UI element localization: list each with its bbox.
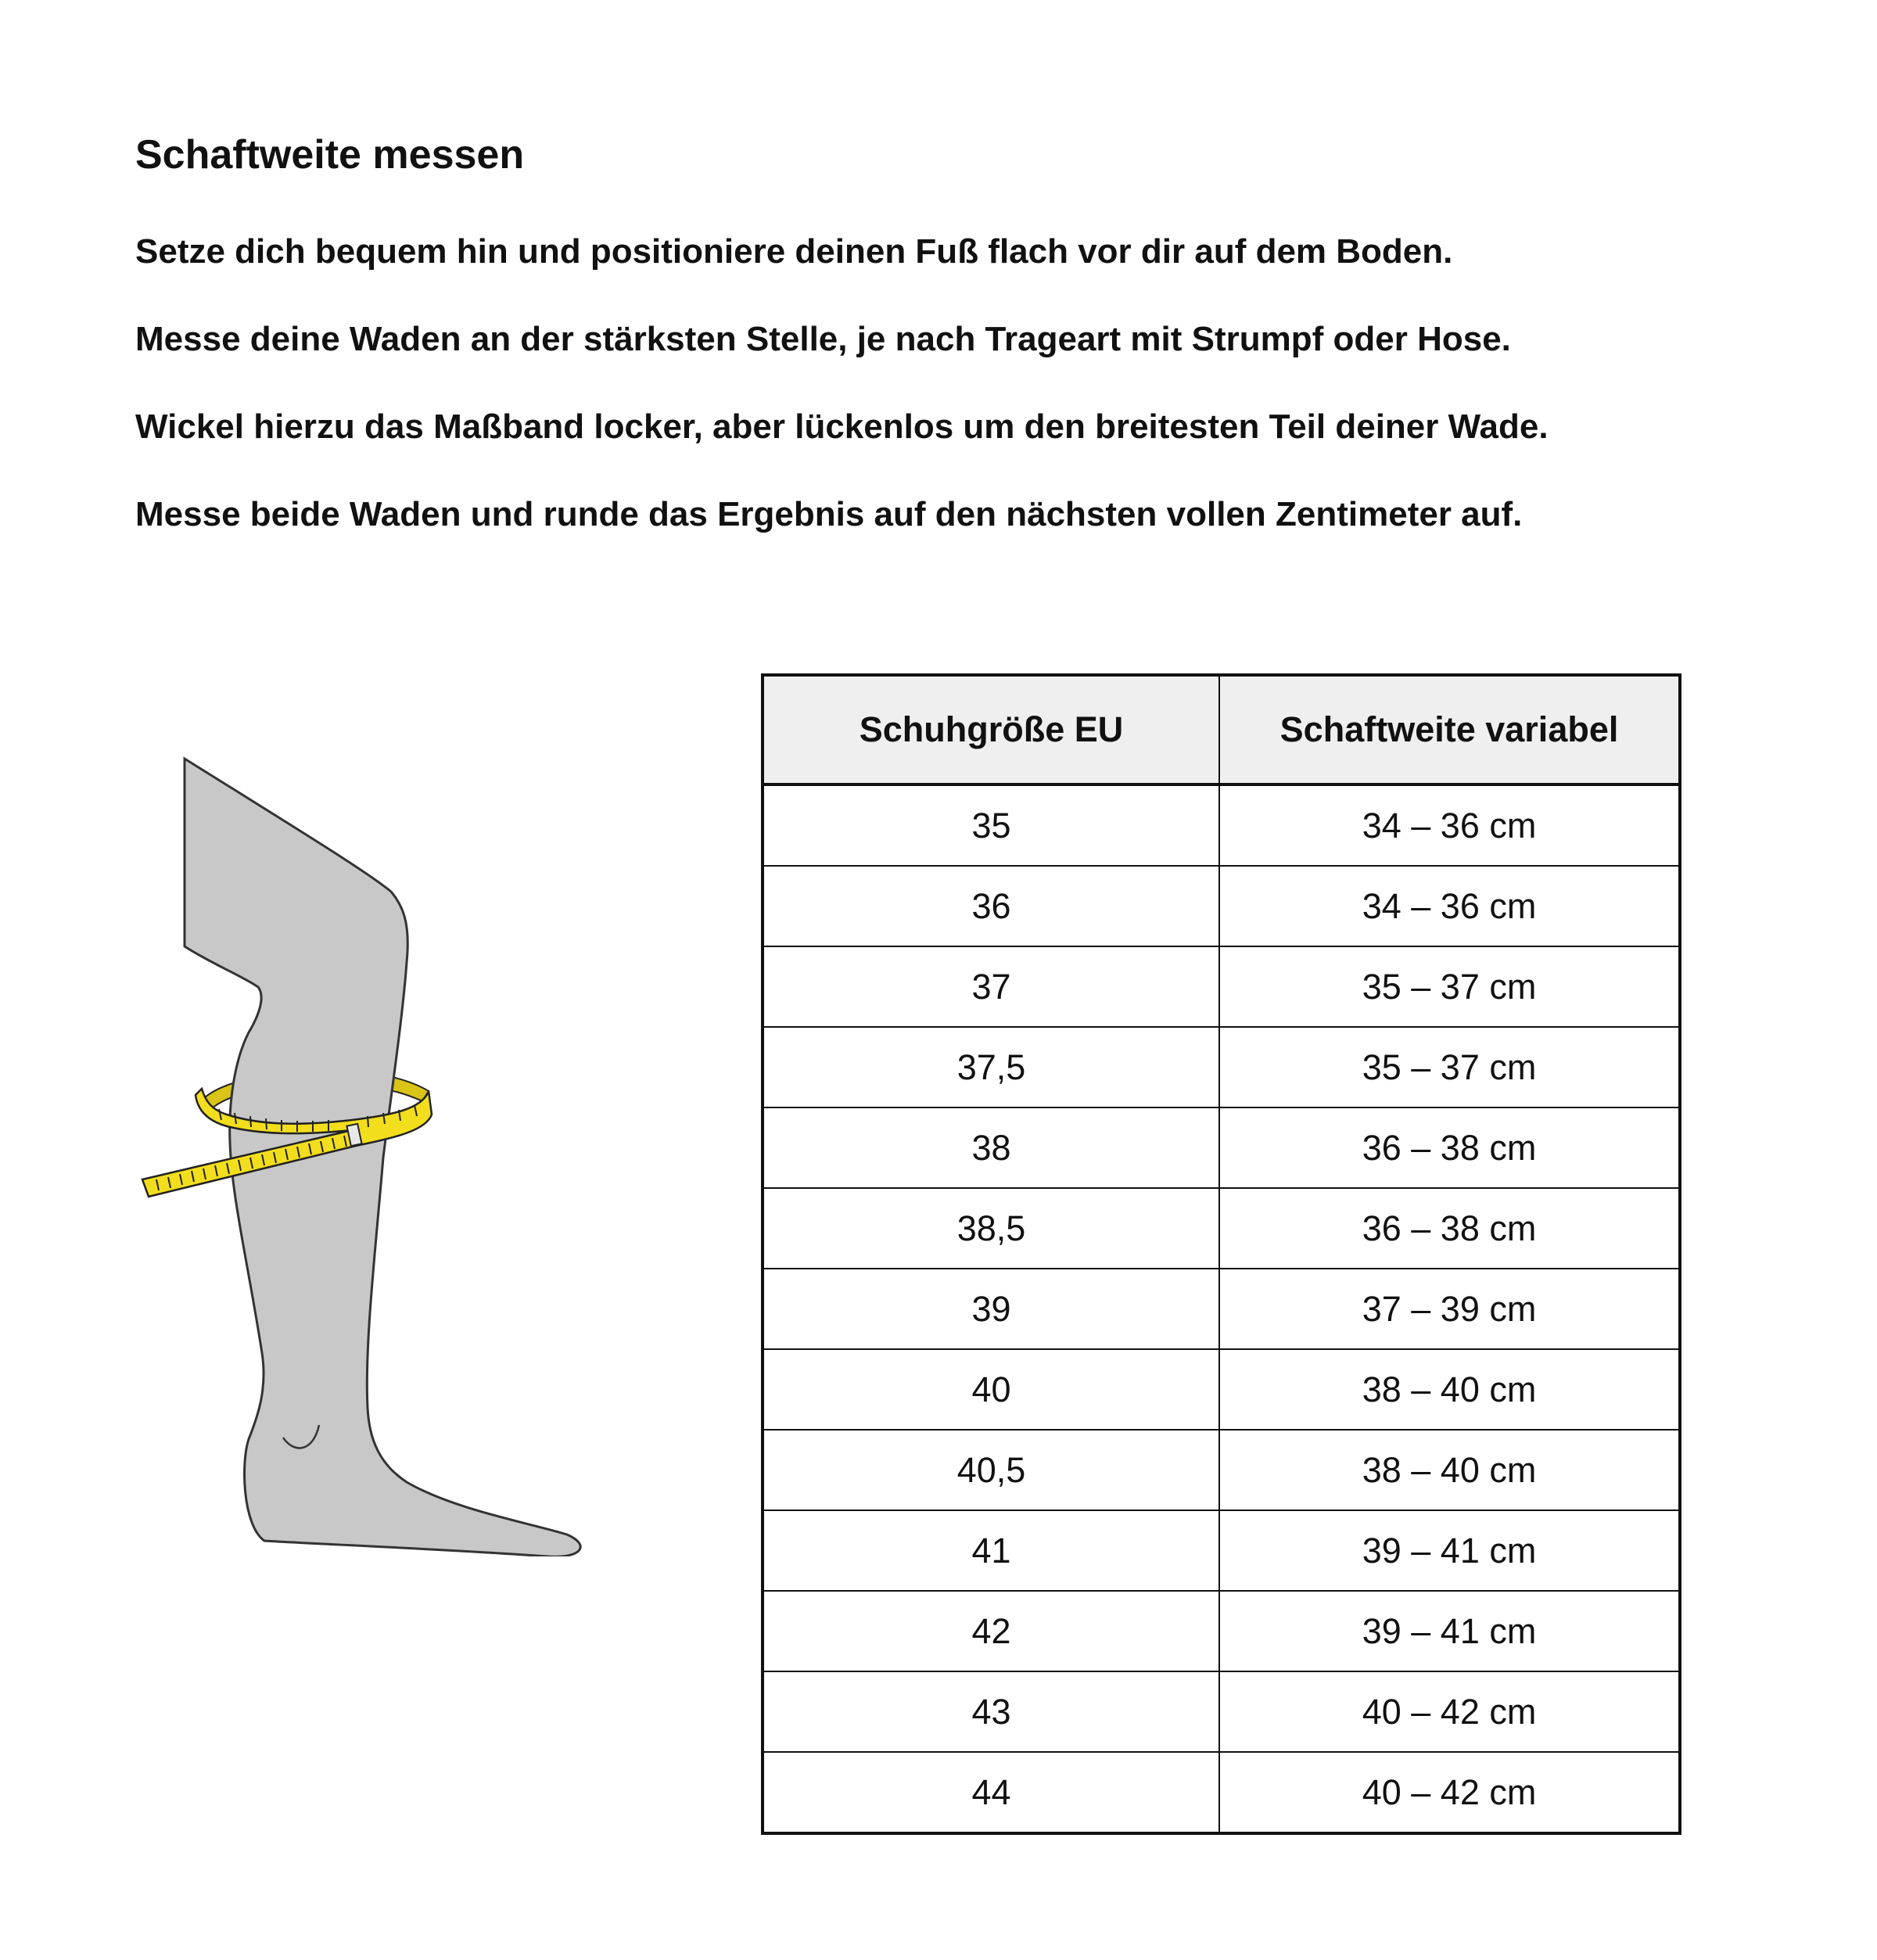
shoe-size-cell: 35 xyxy=(763,784,1219,866)
shaft-width-cell: 36 – 38 cm xyxy=(1219,1107,1680,1188)
instruction-3: Wickel hierzu das Maßband locker, aber lückenlos um den breitesten Teil deiner Wade. xyxy=(135,407,1549,446)
shaft-width-cell: 36 – 38 cm xyxy=(1219,1188,1680,1269)
size-table xyxy=(761,673,1681,1835)
table-row xyxy=(763,1269,1680,1349)
shaft-width-cell: 40 – 42 cm xyxy=(1362,1772,1537,1812)
shoe-size-cell: 39 xyxy=(763,1269,1219,1349)
shaft-width-cell: 39 – 41 cm xyxy=(1219,1510,1680,1591)
shaft-width-cell: 34 – 36 cm xyxy=(1219,866,1680,946)
shaft-width-cell: 35 – 37 cm xyxy=(1219,1027,1680,1107)
table-row xyxy=(763,1349,1680,1430)
table-row xyxy=(763,1107,1680,1188)
table-row xyxy=(763,784,1680,866)
instruction-4: Messe beide Waden und runde das Ergebnis auf den nächsten vollen Zentimeter auf. xyxy=(135,495,1523,533)
shoe-size-cell: 37 xyxy=(763,946,1219,1027)
shaft-width-cell: 39 – 41 cm xyxy=(1219,1591,1680,1671)
shoe-size-cell: 40,5 xyxy=(763,1430,1219,1510)
table-row xyxy=(763,1510,1680,1591)
shoe-size-cell: 36 xyxy=(763,866,1219,946)
table-row xyxy=(763,1671,1680,1752)
table-header-row xyxy=(763,675,1680,784)
shaft-width-cell: 38 – 40 cm xyxy=(1219,1430,1680,1510)
shoe-size-cell: 43 xyxy=(763,1671,1219,1752)
shoe-size-cell: 38,5 xyxy=(763,1188,1219,1269)
table-row xyxy=(763,1430,1680,1510)
column-header-shaft-width: Schaftweite variabel xyxy=(1219,675,1680,784)
table-row xyxy=(763,946,1680,1027)
shaft-width-cell: 40 – 42 cm xyxy=(1219,1671,1680,1752)
shoe-size-cell: 40 xyxy=(763,1349,1219,1430)
shoe-size-cell: 41 xyxy=(763,1510,1219,1591)
table-row xyxy=(763,1027,1680,1107)
table-row xyxy=(763,1188,1680,1269)
instruction-1: Setze dich bequem hin und positioniere deinen Fuß flach vor dir auf dem Boden. xyxy=(135,232,1453,271)
page-title: Schaftweite messen xyxy=(135,132,525,178)
column-header-shoe-size: Schuhgröße EU xyxy=(763,675,1219,784)
instruction-2: Messe deine Waden an der stärksten Stelle, je nach Trageart mit Strumpf oder Hose. xyxy=(135,320,1511,358)
table-row xyxy=(763,1591,1680,1671)
shaft-width-cell: 37 – 39 cm xyxy=(1219,1269,1680,1349)
table-row xyxy=(763,866,1680,946)
shoe-size-cell: 42 xyxy=(763,1591,1219,1671)
shoe-size-cell: 38 xyxy=(763,1107,1219,1188)
leg-with-measuring-tape-icon xyxy=(133,751,587,1556)
shaft-width-cell: 35 – 37 cm xyxy=(1219,946,1680,1027)
table-row xyxy=(763,1752,1680,1833)
shaft-width-cell: 34 – 36 cm xyxy=(1219,784,1680,866)
shaft-width-cell: 38 – 40 cm xyxy=(1219,1349,1680,1430)
shoe-size-cell: 44 xyxy=(763,1752,1219,1833)
shoe-size-cell: 37,5 xyxy=(763,1027,1219,1107)
